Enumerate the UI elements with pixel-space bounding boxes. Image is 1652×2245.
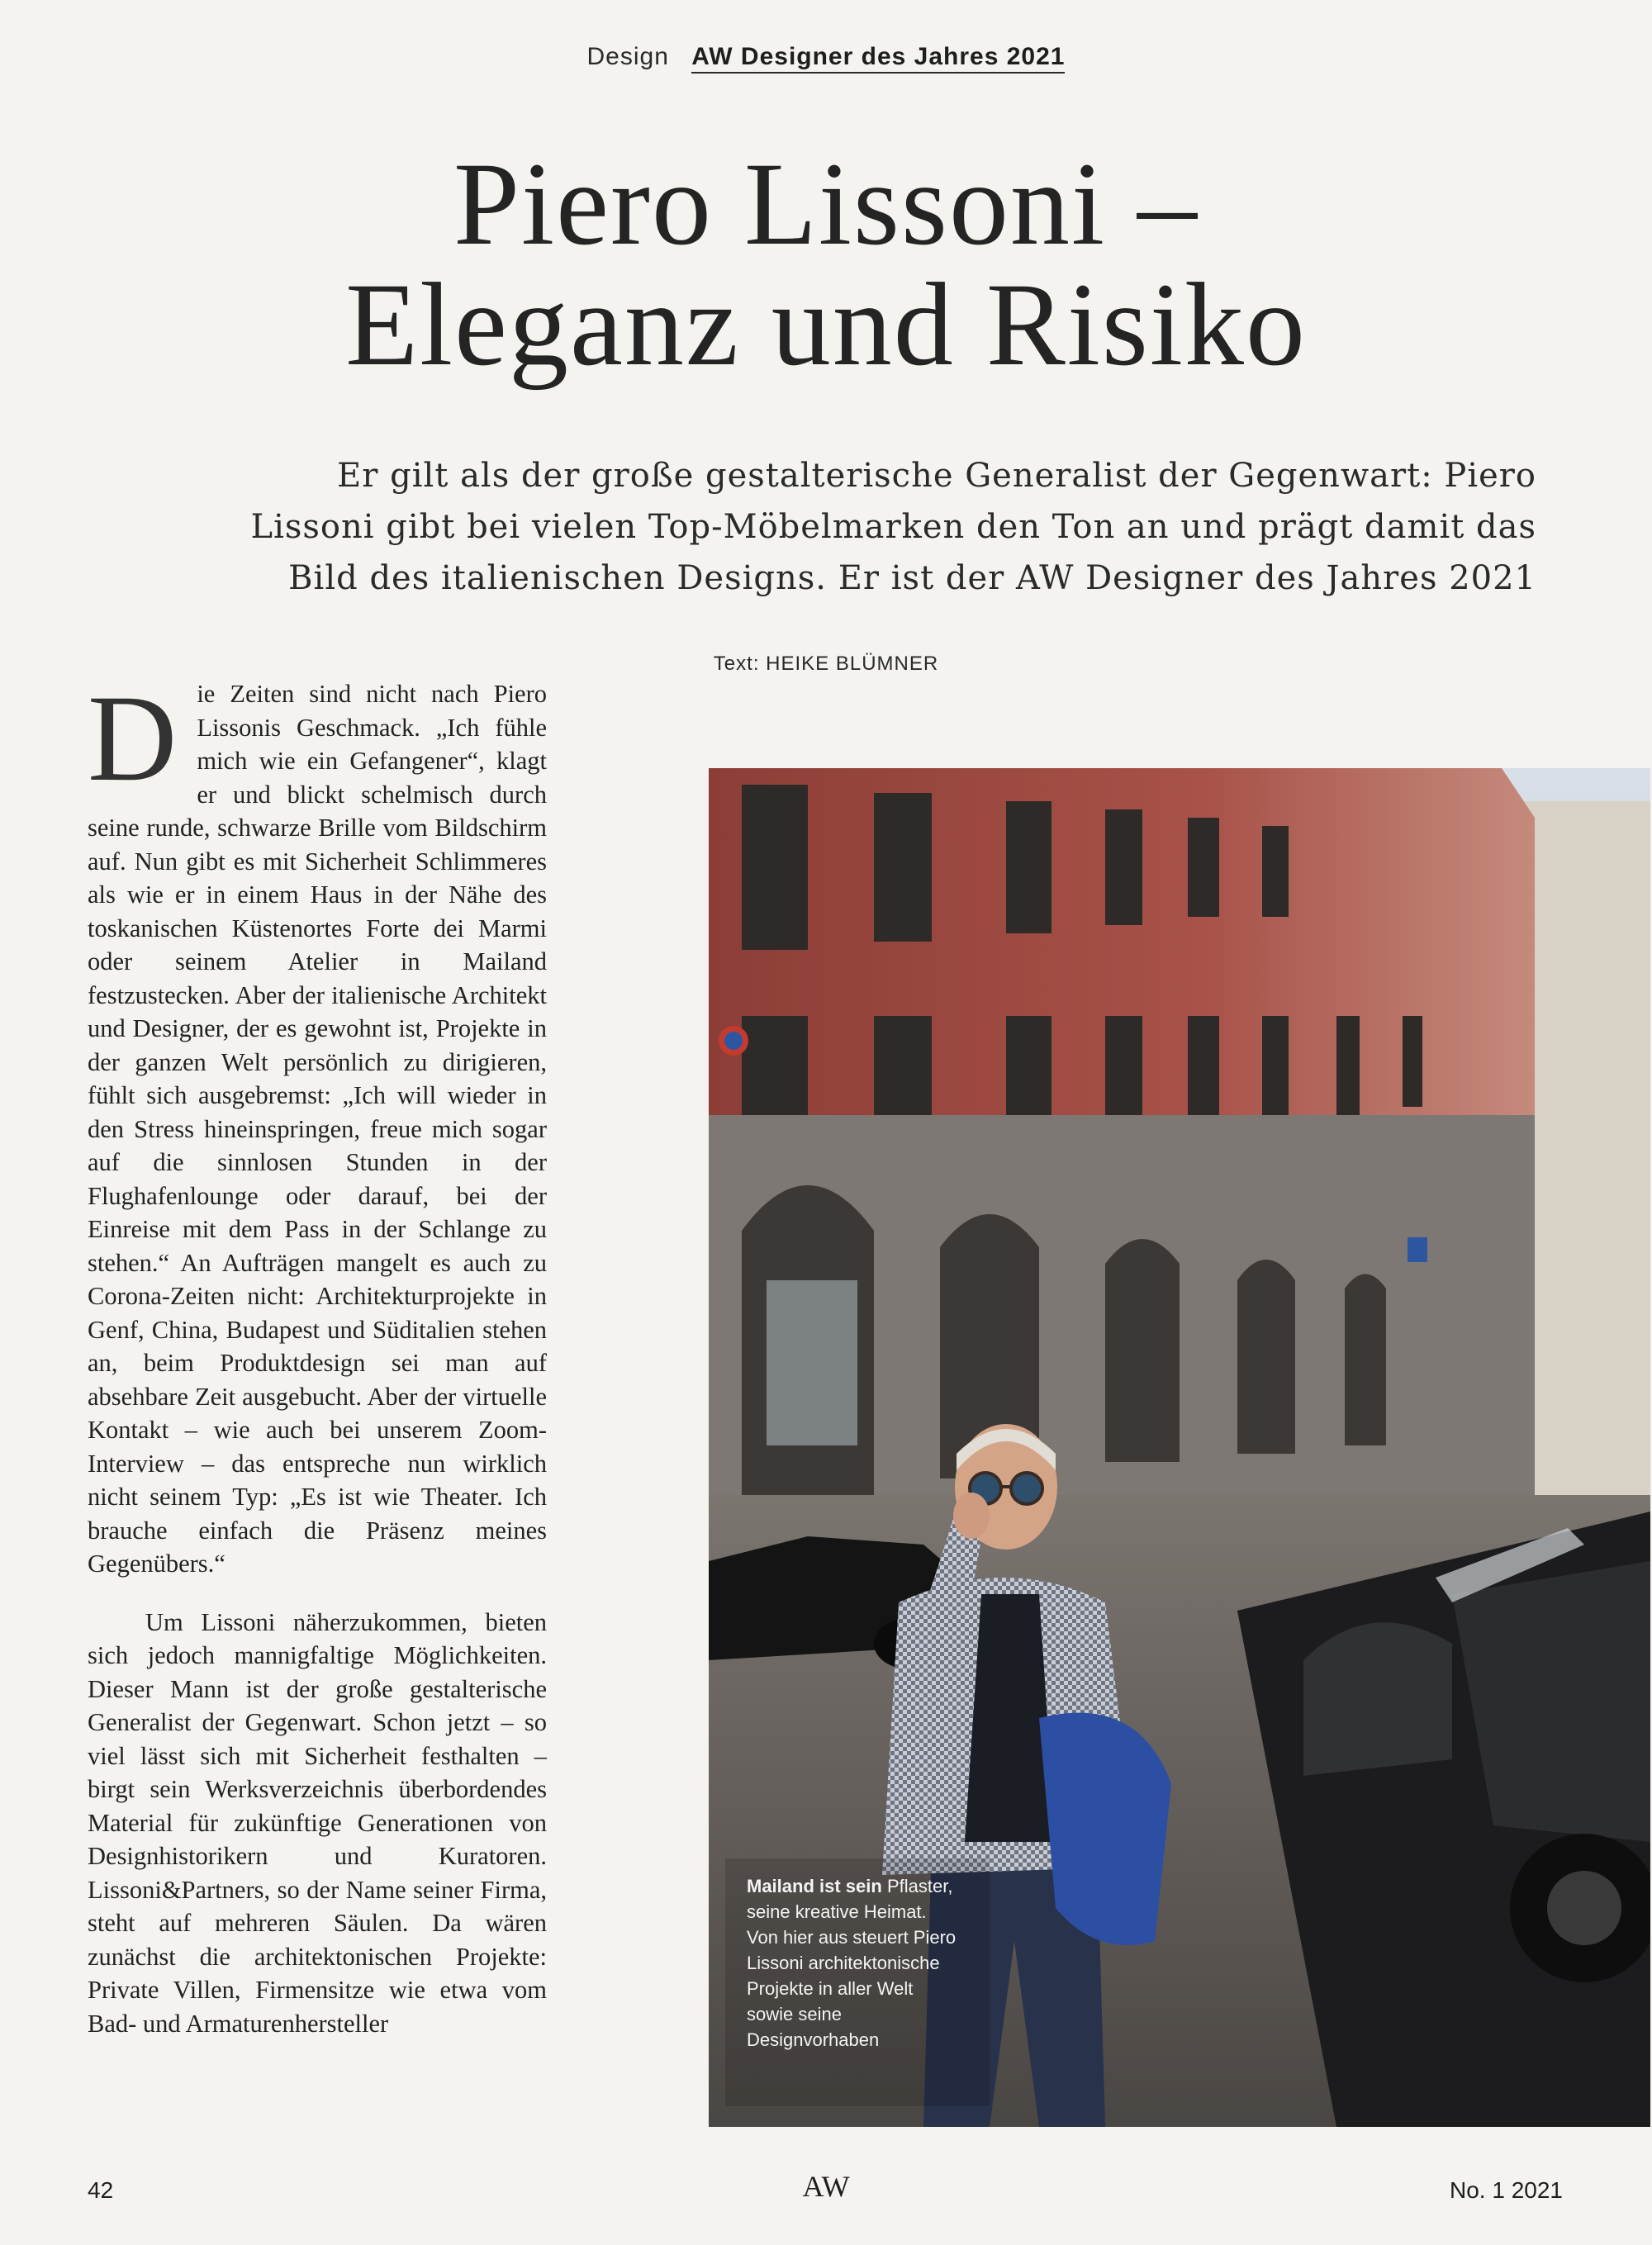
headline-line-2: Eleganz und Risiko — [345, 259, 1307, 391]
article-headline — [124, 139, 1528, 391]
lead-line-2: Lissoni gibt bei vielen Top-Möbelmarken den Ton an und prägt damit das — [250, 508, 1536, 546]
article-lead — [99, 450, 1536, 604]
parking-sign — [1408, 1237, 1427, 1262]
caption-bold-lead: Mailand ist sein — [747, 1876, 882, 1896]
body-paragraph-1-text: ie Zeiten sind nicht nach Piero Lissonis Geschmack. „Ich fühle mich wie ein Gefangener“, klagt er und blickt schelmisch durch seine runde, schwarze Brille vom Bildschirm auf. Nun gibt es mit Sicherheit Schlimmeres als wie er in einem Haus in der Nähe des toskanischen Küstenortes Forte dei Marmi oder seinem Atelier in Mailand festzustecken. Aber der italienische Architekt und Designer, der es gewohnt ist, Projekte in der ganzen Welt persönlich zu dirigieren, fühlt sich ausgebremst: „Ich will wieder in den Stress hineinspringen, freue mich sogar auf die sinnlosen Stunden in der Flughafenlounge oder darauf, bei der Einreise mit dem Pass in der Schlange zu stehen.“ An Aufträgen mangelt es auch zu Corona-Zeiten nicht: Architekturprojekte in Genf, China, Budapest und Süditalien stehen an, beim Produktdesign sei man auf absehbare Zeit ausgebucht. Aber der virtuelle Kontakt – wie auch bei unserem Zoom-Interview – das entspreche nun wirklich nicht seinem Typ: „Es ist wie Theater. Ich brauche einfach die Präsenz meines Gegenübers.“ — [88, 680, 547, 1578]
body-paragraph-2: Um Lissoni näherzukommen, bieten sich jedoch mannigfaltige Möglichkeiten. Dieser Mann ist der große gestalterische Generalist der Gegenwart. Schon jetzt – so viel lässt sich mit Sicherheit festhalten – birgt sein Werksverzeichnis überbordendes Material für zukünftige Generationen von Designhistorikern und Kuratoren. Lissoni&Partners, so der Name seiner Firma, steht auf mehreren Säulen. Da wären zunächst die architektonischen Projekte: Private Villen, Firmensitze wie etwa vom Bad- und Armaturenhersteller — [88, 1607, 547, 2038]
blue-jacket-over-arm — [1039, 1713, 1171, 1945]
lead-line-1: Er gilt als der große gestalterische Generalist der Gegenwart: Piero — [337, 457, 1536, 495]
man-hand — [953, 1493, 990, 1539]
body-text-column — [88, 670, 547, 2040]
author-credit: Text: HEIKE BLÜMNER — [713, 653, 939, 675]
page-number: 42 — [88, 2177, 114, 2203]
section-label: Design — [586, 43, 669, 70]
photo-caption — [747, 1873, 961, 2053]
series-label: AW Designer des Jahres 2021 — [691, 43, 1065, 74]
issue-label: No. 1 2021 — [1450, 2177, 1563, 2203]
body-paragraph-1 — [88, 670, 547, 1581]
magazine-logo: AW — [802, 2170, 850, 2203]
drop-cap: D — [88, 670, 178, 807]
running-header — [0, 43, 1652, 71]
caption-text: Pflaster, seine kreative Heimat. Von hier aus steuert Piero Lissoni architektonische Projekte in aller Welt sowie seine Designvorhaben — [747, 1876, 957, 2050]
lead-line-3: Bild des italienischen Designs. Er ist der AW Designer des Jahres 2021 — [288, 559, 1536, 597]
shop-window — [767, 1280, 857, 1445]
headline-line-1: Piero Lissoni – — [453, 139, 1199, 270]
